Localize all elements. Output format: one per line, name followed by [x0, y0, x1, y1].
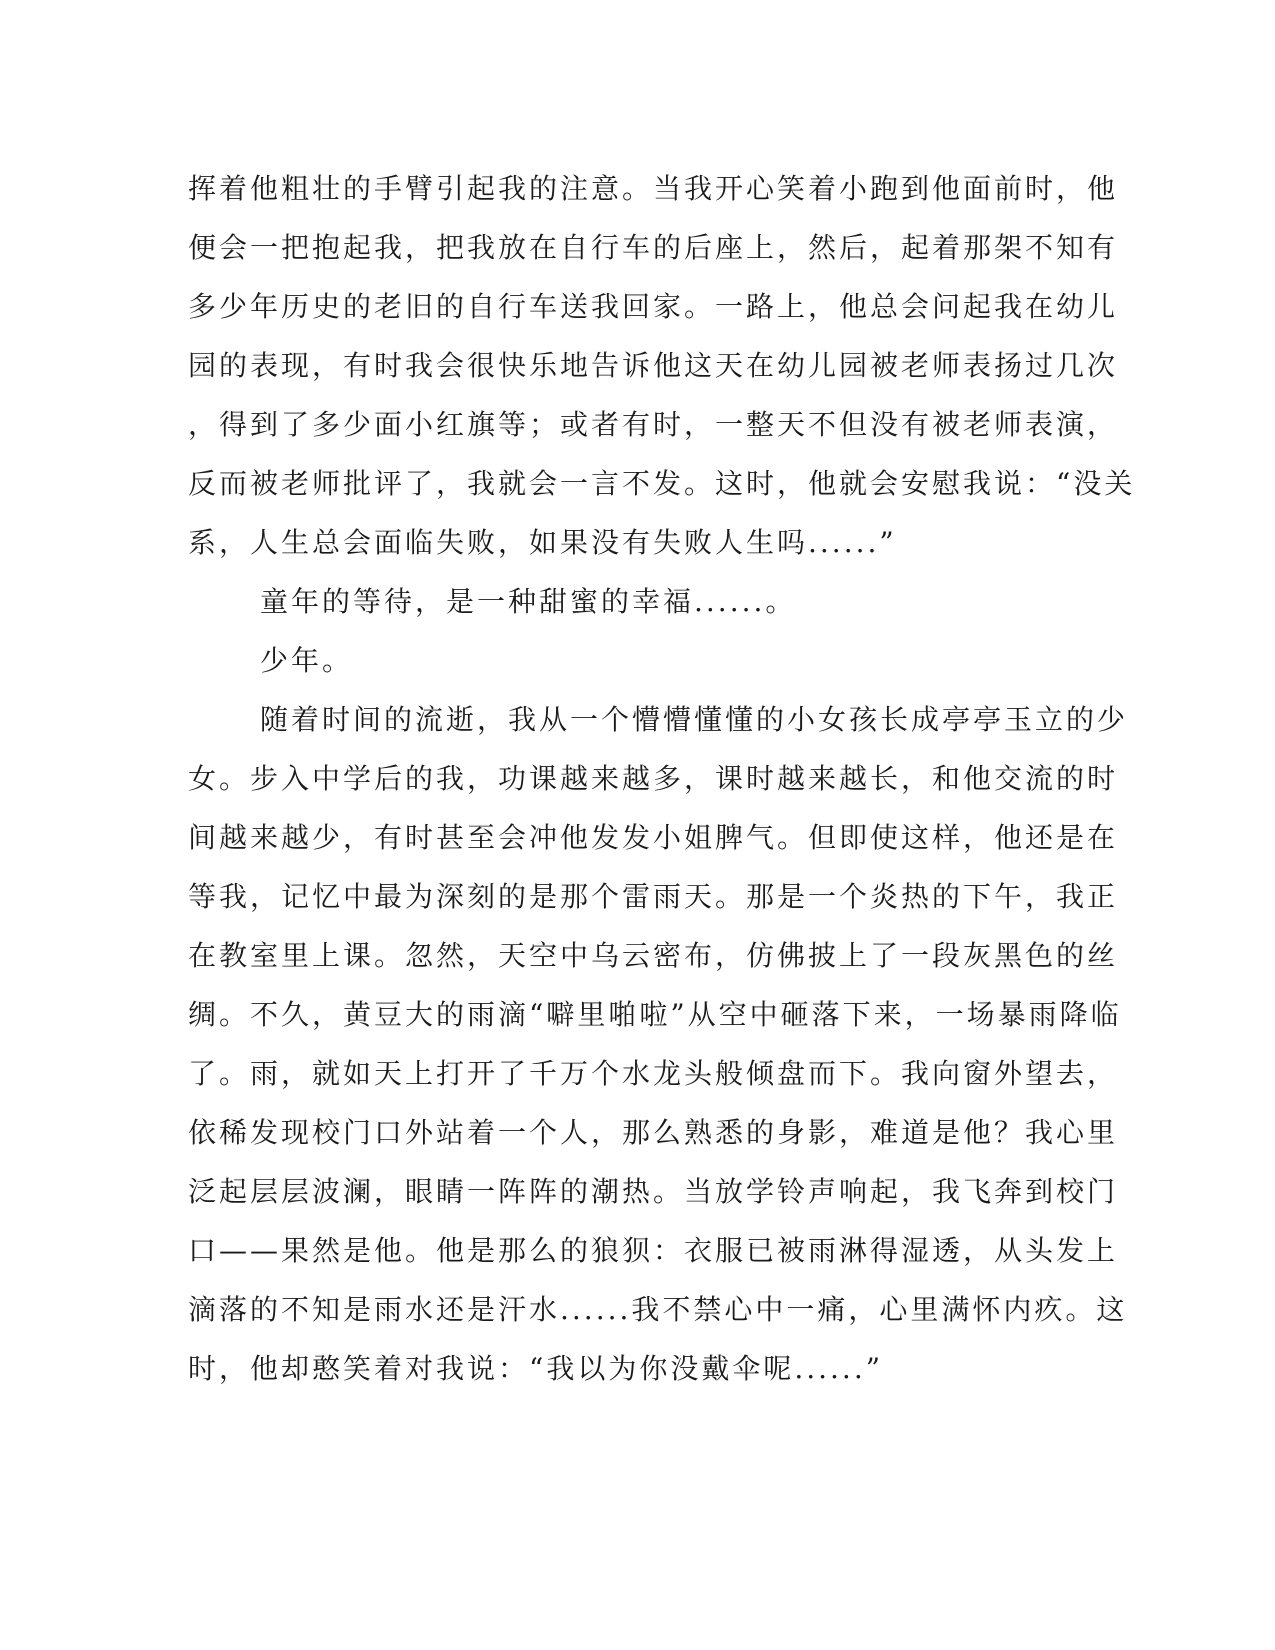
text-line: 间越来越少，有时甚至会冲他发发小姐脾气。但即使这样，他还是在 [188, 821, 1119, 854]
text-line: 滴落的不知是雨水还是汗水......我不禁心中一痛，心里满怀内疚。这 [188, 1293, 1128, 1326]
text-line: 在教室里上课。忽然，天空中乌云密布，仿佛披上了一段灰黑色的丝 [188, 939, 1119, 972]
text-line: 多少年历史的老旧的自行车送我回家。一路上，他总会问起我在幼儿 [188, 290, 1119, 323]
text-line: ，得到了多少面小红旗等；或者有时，一整天不但没有被老师表演， [188, 408, 1119, 441]
text-line: 依稀发现校门口外站着一个人，那么熟悉的身影，难道是他？我心里 [188, 1116, 1119, 1149]
body-text [188, 159, 1136, 1398]
text-line: 女。步入中学后的我，功课越来越多，课时越来越长，和他交流的时 [188, 762, 1119, 795]
text-line: 童年的等待，是一种甜蜜的幸福......。 [260, 585, 797, 618]
text-line: 反而被老师批评了，我就会一言不发。这时，他就会安慰我说：“没关 [188, 467, 1136, 500]
text-line: 了。雨，就如天上打开了千万个水龙头般倾盘而下。我向窗外望去， [188, 1057, 1119, 1090]
text-line: 园的表现，有时我会很快乐地告诉他这天在幼儿园被老师表扬过几次 [188, 349, 1119, 382]
text-line: 等我，记忆中最为深刻的是那个雷雨天。那是一个炎热的下午，我正 [188, 880, 1119, 913]
text-line: 便会一把抱起我，把我放在自行车的后座上，然后，起着那架不知有 [188, 231, 1119, 264]
text-line: 绸。不久，黄豆大的雨滴“噼里啪啦”从空中砸落下来，一场暴雨降临 [188, 998, 1122, 1031]
text-line: 挥着他粗壮的手臂引起我的注意。当我开心笑着小跑到他面前时，他 [188, 172, 1119, 205]
text-line: 时，他却憨笑着对我说：“我以为你没戴伞呢......” [188, 1352, 884, 1385]
section-heading: 少年。 [260, 644, 354, 677]
text-line: 随着时间的流逝，我从一个懵懵懂懂的小女孩长成亭亭玉立的少 [260, 703, 1129, 736]
text-line: 口——果然是他。他是那么的狼狈：衣服已被雨淋得湿透，从头发上 [188, 1234, 1119, 1267]
text-line: 泛起层层波澜，眼睛一阵阵的潮热。当放学铃声响起，我飞奔到校门 [188, 1175, 1119, 1208]
text-line: 系，人生总会面临失败，如果没有失败人生吗......” [188, 526, 897, 559]
